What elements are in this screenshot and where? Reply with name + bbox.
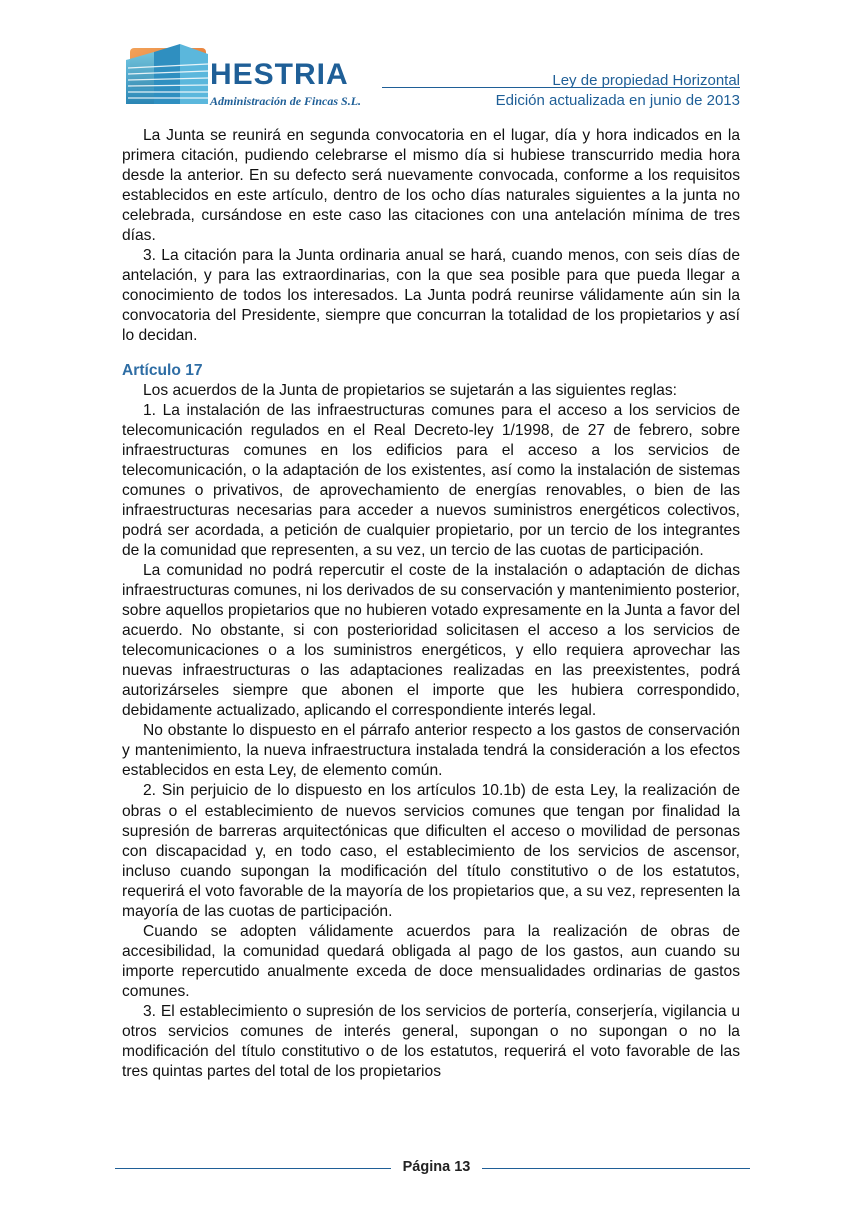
page-number: Página 13 <box>402 1159 471 1175</box>
body-paragraph: 3. El establecimiento o supresión de los servicios de portería, conserjería, vigilancia u otros servicios comunes de interés general, supongan o no supongan o no la modificación del título constitutivo o de los estatutos, requerirá el voto favorable de las tres quintas partes del total de los propietarios <box>122 1002 740 1081</box>
document-edition: Edición actualizada en junio de 2013 <box>495 92 740 109</box>
body-paragraph: 2. Sin perjuicio de lo dispuesto en los artículos 10.1b) de esta Ley, la realización de obras o el establecimiento de nuevos servicios comunes que tengan por finalidad la supresión de barreras arquitectónicas que dificulten el acceso o movilidad de personas con discapacidad y, en todo caso, el establecimiento de los servicios de ascensor, incluso cuando supongan la modificación del título constitutivo o de los estatutos, requerirá el voto favorable de la mayoría de los propietarios que, a su vez, representen la mayoría de las cuotas de participación. <box>122 782 740 920</box>
building-logo-icon <box>124 40 214 106</box>
brand-name: HESTRIA <box>210 58 349 91</box>
body-paragraph: 3. La citación para la Junta ordinaria anual se hará, cuando menos, con seis días de antelación, y para las extraordinarias, con la que sea posible para que pueda llegar a conocimiento de todos los interesados. La Junta podrá reunirse válidamente aún sin la convocatoria del Presidente, siempre que concurran la totalidad de los propietarios y así lo decidan. <box>122 247 740 345</box>
document-body <box>122 126 740 1082</box>
document-title: Ley de propiedad Horizontal <box>552 72 740 89</box>
body-paragraph: Los acuerdos de la Junta de propietarios se sujetarán a las siguientes reglas: <box>143 381 677 399</box>
company-logo <box>124 40 374 110</box>
body-paragraph: Cuando se adopten válidamente acuerdos para la realización de obras de accesibilidad, la comunidad quedará obligada al pago de los gastos, aun cuando su importe repercutido anualmente exceda de doce mensualidades ordinarias de gastos comunes. <box>122 922 740 1000</box>
body-paragraph: 1. La instalación de las infraestructuras comunes para el acceso a los servicios de telecomunicación regulados en el Real Decreto-ley 1/1998, de 27 de febrero, sobre infraestructuras comunes en los edificios para el acceso a los servicios de telecomunicación, o la adaptación de los existentes, así como la instalación de sistemas comunes o privativos, de aprovechamiento de energías renovables, o bien de las infraestructuras necesarias para acceder a nuevos suministros energéticos colectivos, podrá ser acordada, a petición de cualquier propietario, por un tercio de los integrantes de la comunidad que representen, a su vez, un tercio de las cuotas de participación. <box>122 401 740 559</box>
body-paragraph: La comunidad no podrá repercutir el coste de la instalación o adaptación de dichas infraestructuras comunes, ni los derivados de su conservación y mantenimiento posterior, sobre aquellos propietarios que no hubieren votado expresamente en la Junta a favor del acuerdo. No obstante, si con posterioridad solicitasen el acceso a los servicios de telecomunicaciones o a los suministros energéticos, y ello requiera aprovechar las nuevas infraestructuras o las adaptaciones realizadas en las preexistentes, podrá autorizárseles siempre que abonen el importe que les hubiera correspondido, debidamente actualizado, aplicando el correspondiente interés legal. <box>122 561 740 720</box>
footer-rule-right <box>482 1168 750 1169</box>
article-heading: Artículo 17 <box>122 361 203 379</box>
footer-rule-left <box>115 1168 391 1169</box>
brand-subtitle: Administración de Fincas S.L. <box>210 94 362 108</box>
body-paragraph: La Junta se reunirá en segunda convocatoria en el lugar, día y hora indicados en la primera citación, pudiendo celebrarse el mismo día si hubiese transcurrido media hora desde la anterior. En su defecto será nuevamente convocada, conforme a los requisitos establecidos en este artículo, dentro de los ocho días naturales siguientes a la junta no celebrada, cursándose en este caso las citaciones con una antelación mínima de tres días. <box>122 127 740 245</box>
body-paragraph: No obstante lo dispuesto en el párrafo anterior respecto a los gastos de conservación y mantenimiento, la nueva infraestructura instalada tendrá la consideración a los efectos establecidos en esta Ley, de elemento común. <box>122 722 740 780</box>
